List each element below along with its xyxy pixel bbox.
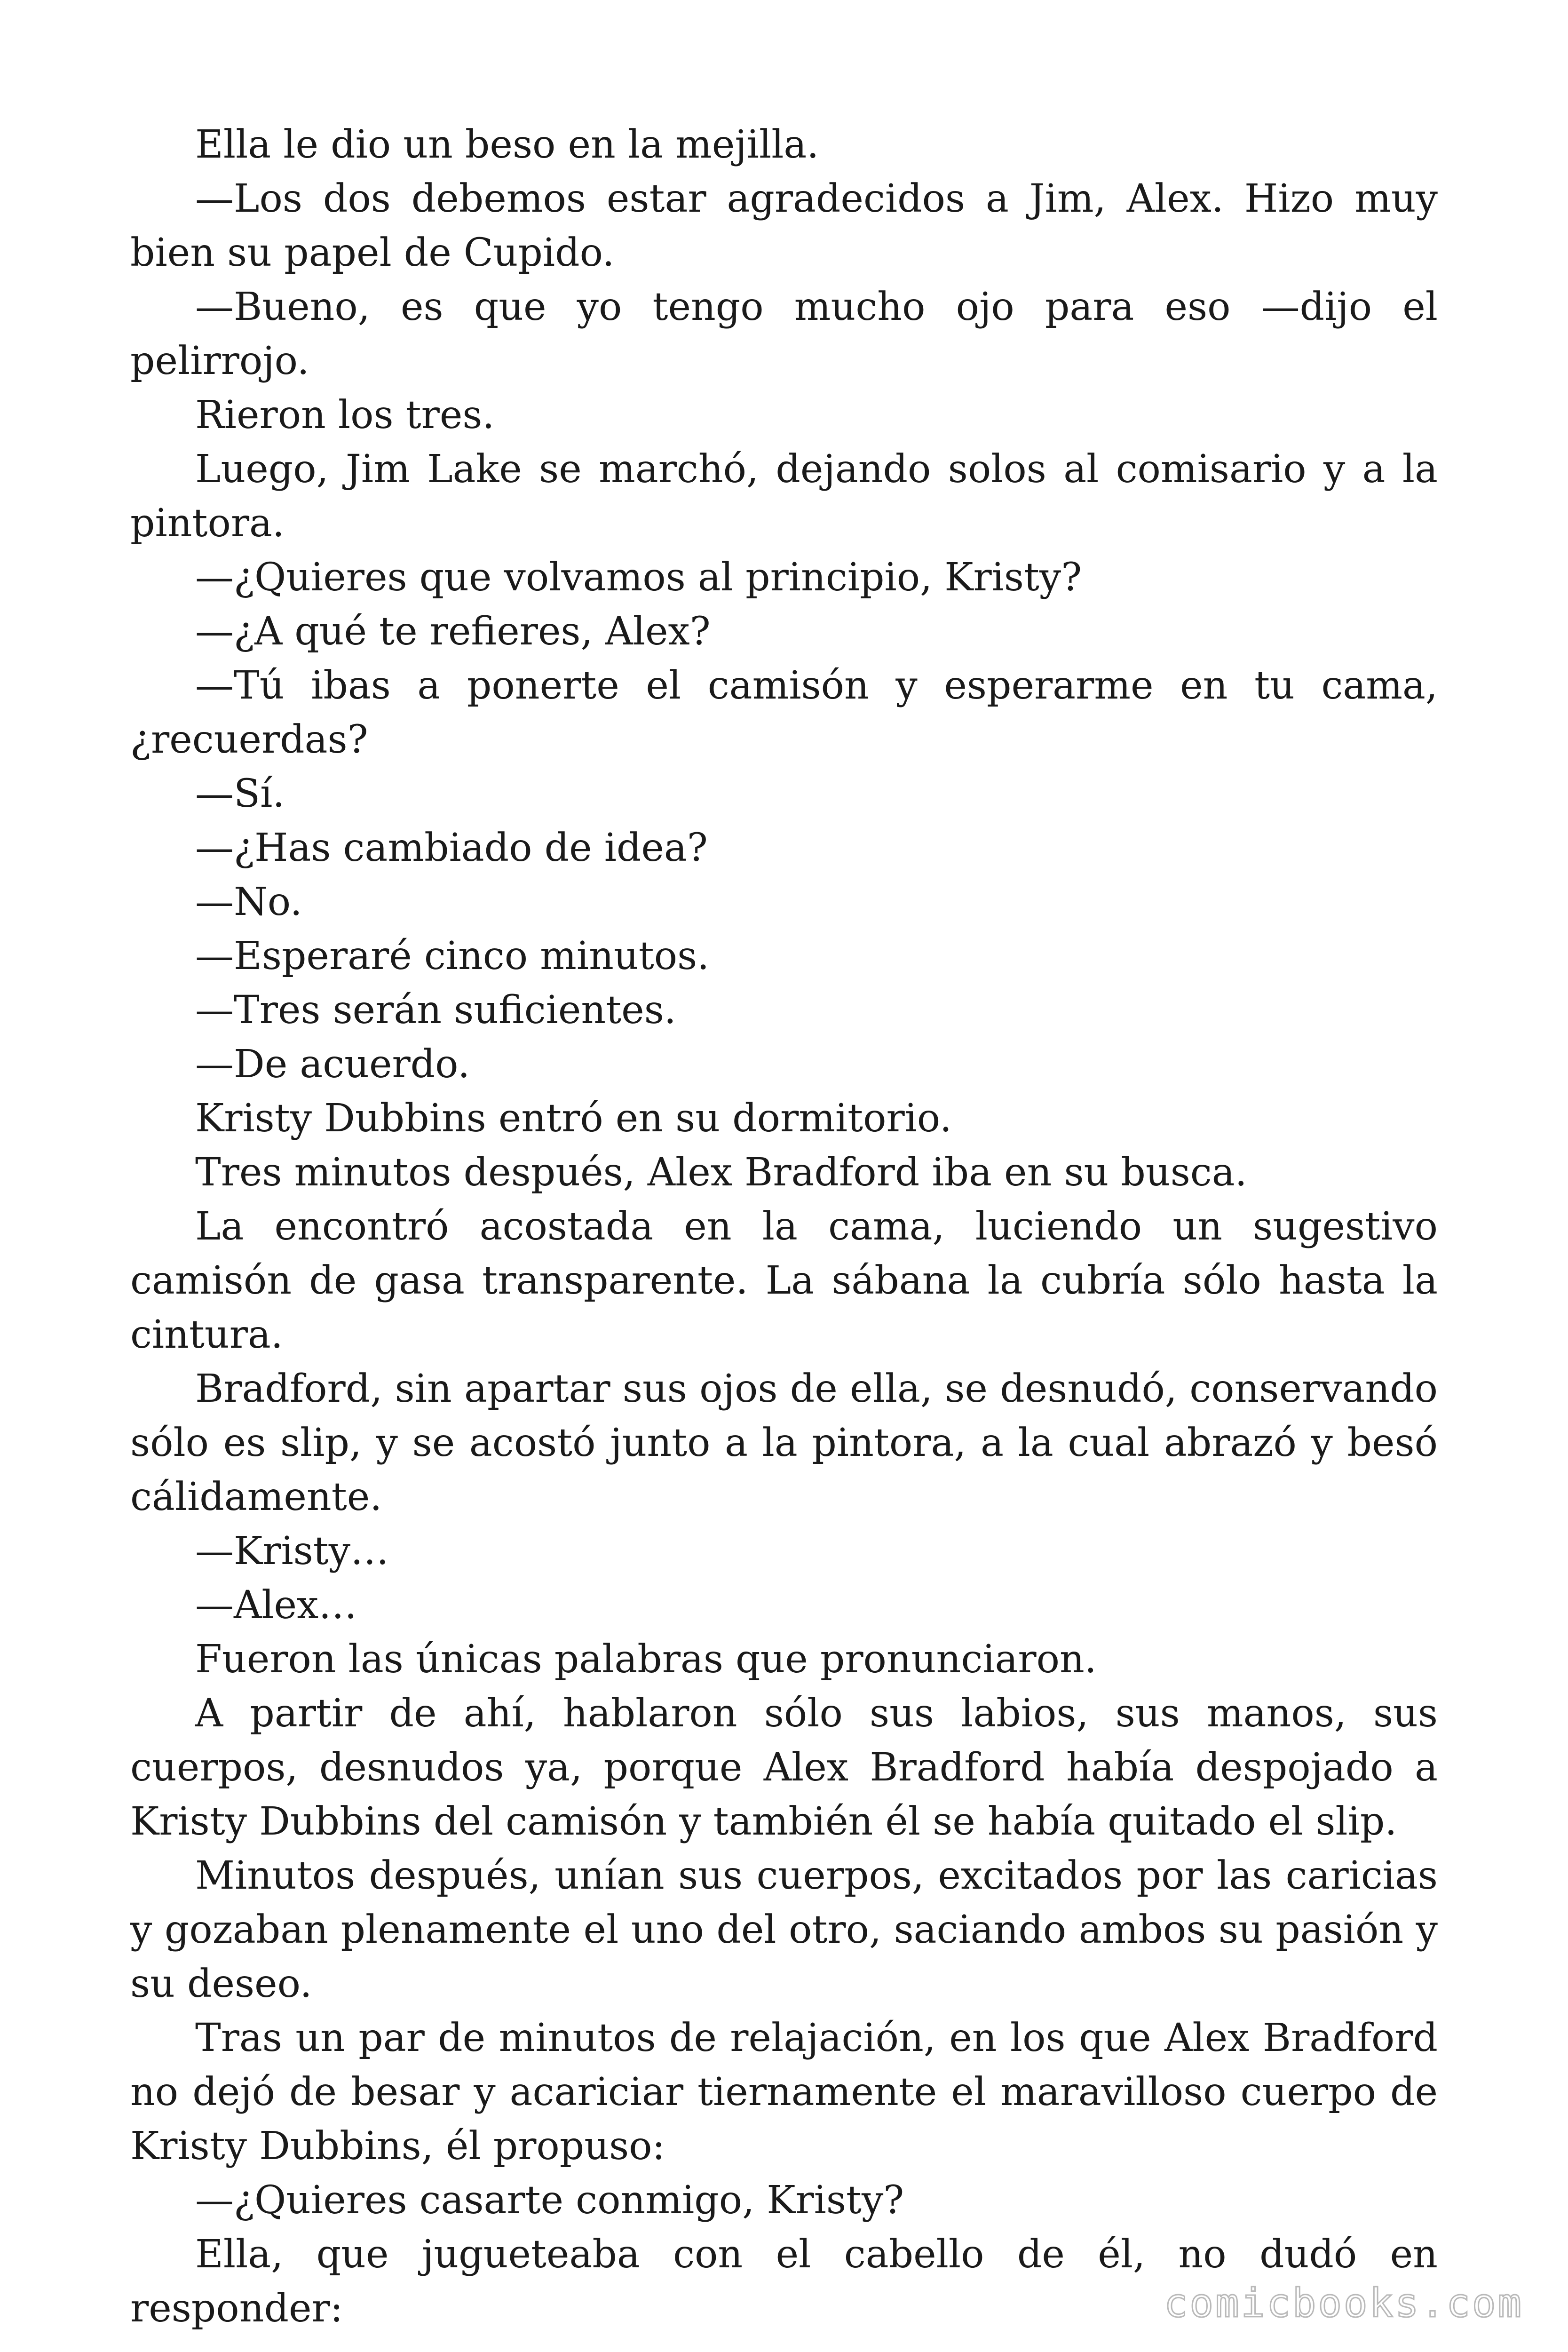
- paragraph: —De acuerdo.: [195, 1042, 470, 1087]
- paragraph: —Kristy…: [195, 1529, 389, 1573]
- paragraph: —Alex…: [195, 1583, 357, 1628]
- paragraph: —No.: [195, 880, 302, 924]
- paragraph: —Tú ibas a ponerte el camisón y esperarme en tu cama, ¿recuerdas?: [130, 663, 1438, 762]
- paragraph: Tras un par de minutos de relajación, en los que Alex Bradford no dejó de besar y acariciar tiernamente el maravilloso cuerpo de Kristy Dubbins, él propuso:: [130, 2016, 1438, 2169]
- paragraph: Luego, Jim Lake se marchó, dejando solos al comisario y a la pintora.: [130, 447, 1438, 546]
- paragraph: La encontró acostada en la cama, luciendo un sugestivo camisón de gasa transparente. La sábana la cubría sólo hasta la cintura.: [130, 1204, 1438, 1357]
- paragraph: A partir de ahí, hablaron sólo sus labios, sus manos, sus cuerpos, desnudos ya, porque Alex Bradford había despojado a Kristy Dubbins del camisón y también él se había quitado el slip.: [130, 1691, 1438, 1844]
- paragraph: —Bueno, es que yo tengo mucho ojo para eso —dijo el pelirrojo.: [130, 285, 1438, 383]
- paragraph: —¿Quieres que volvamos al principio, Kristy?: [195, 555, 1082, 600]
- paragraph: Minutos después, unían sus cuerpos, excitados por las caricias y gozaban plenamente el uno del otro, saciando ambos su pasión y su deseo.: [130, 1853, 1438, 2006]
- paragraph: Tres minutos después, Alex Bradford iba en su busca.: [195, 1150, 1247, 1195]
- paragraph: Kristy Dubbins entró en su dormitorio.: [195, 1096, 952, 1141]
- paragraph: —¿Has cambiado de idea?: [195, 826, 708, 870]
- paragraph: Bradford, sin apartar sus ojos de ella, se desnudó, conservando sólo es slip, y se acostó junto a la pintora, a la cual abrazó y besó cálidamente.: [130, 1367, 1438, 1519]
- watermark: comicbooks.com: [1164, 2280, 1523, 2326]
- paragraph: Ella le dio un beso en la mejilla.: [195, 122, 819, 167]
- paragraph: —Sí.: [195, 771, 285, 816]
- paragraph: —¿Quieres casarte conmigo, Kristy?: [195, 2178, 904, 2223]
- paragraph: Rieron los tres.: [195, 393, 495, 437]
- paragraph: Ella, que jugueteaba con el cabello de él, no dudó en responder:: [130, 2232, 1438, 2331]
- paragraph: —¿A qué te refieres, Alex?: [195, 609, 711, 654]
- paragraph: —Los dos debemos estar agradecidos a Jim, Alex. Hizo muy bien su papel de Cupido.: [130, 176, 1438, 275]
- body-text: [130, 118, 1438, 2336]
- paragraph: Fueron las únicas palabras que pronunciaron.: [195, 1637, 1097, 1682]
- paragraph: —Tres serán suficientes.: [195, 988, 676, 1033]
- paragraph: —Esperaré cinco minutos.: [195, 934, 710, 978]
